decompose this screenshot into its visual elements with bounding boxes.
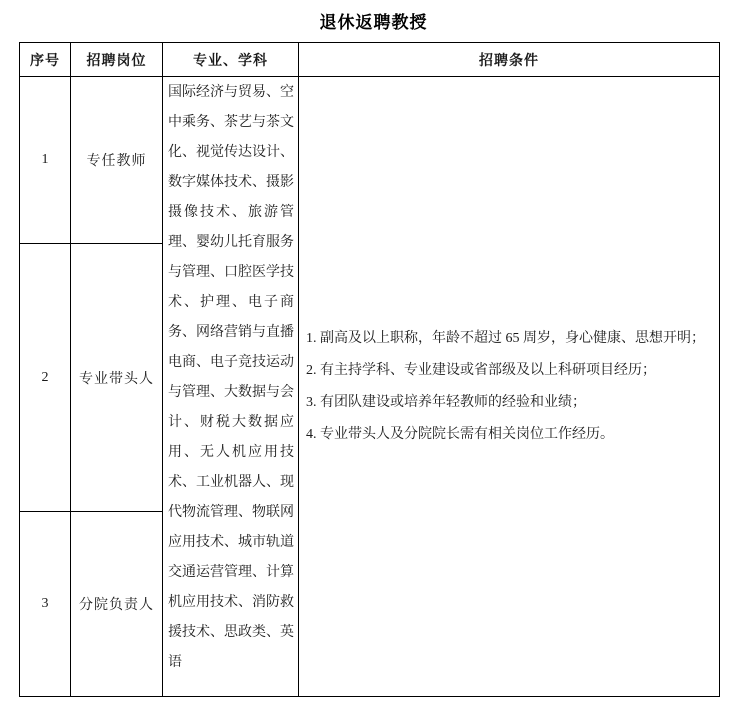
recruitment-table <box>19 42 720 697</box>
row-1-position: 专任教师 <box>71 77 163 244</box>
row-3-position: 分院负责人 <box>71 512 163 697</box>
condition-item-1: 1. 副高及以上职称，年龄不超过 65 周岁，身心健康、思想开明； <box>306 330 705 346</box>
condition-item-3: 3. 有团队建设或培养年轻教师的经验和业绩； <box>306 394 586 410</box>
header-recruitment-position: 招聘岗位 <box>71 43 163 77</box>
header-recruitment-conditions: 招聘条件 <box>299 43 720 77</box>
row-2-serial-number: 2 <box>20 244 71 512</box>
condition-item-2: 2. 有主持学科、专业建设或省部级及以上科研项目经历； <box>306 362 656 378</box>
page-title: 退休返聘教授 <box>319 13 428 32</box>
row-3-serial-number: 3 <box>20 512 71 697</box>
header-major-discipline: 专业、学科 <box>163 43 299 77</box>
row-2-position: 专业带头人 <box>71 244 163 512</box>
header-serial-number: 序号 <box>20 43 71 77</box>
condition-item-4: 4. 专业带头人及分院院长需有相关岗位工作经历。 <box>306 426 614 442</box>
table-row-1 <box>20 77 720 244</box>
row-1-serial-number: 1 <box>20 77 71 244</box>
recruitment-conditions-cell <box>299 77 720 697</box>
header-row <box>20 43 720 77</box>
majors-disciplines-cell: 国际经济与贸易、空中乘务、茶艺与茶文化、视觉传达设计、数字媒体技术、摄影摄像技术、旅游管理、婴幼儿托育服务与管理、口腔医学技术、护理、电子商务、网络营销与直播电商、电子竞技运动与管理、大数据与会计、财税大数据应用、无人机应用技术、工业机器人、现代物流管理、物联网应用技术、城市轨道交通运营管理、计算机应用技术、消防救援技术、思政类、英语 <box>163 77 299 697</box>
